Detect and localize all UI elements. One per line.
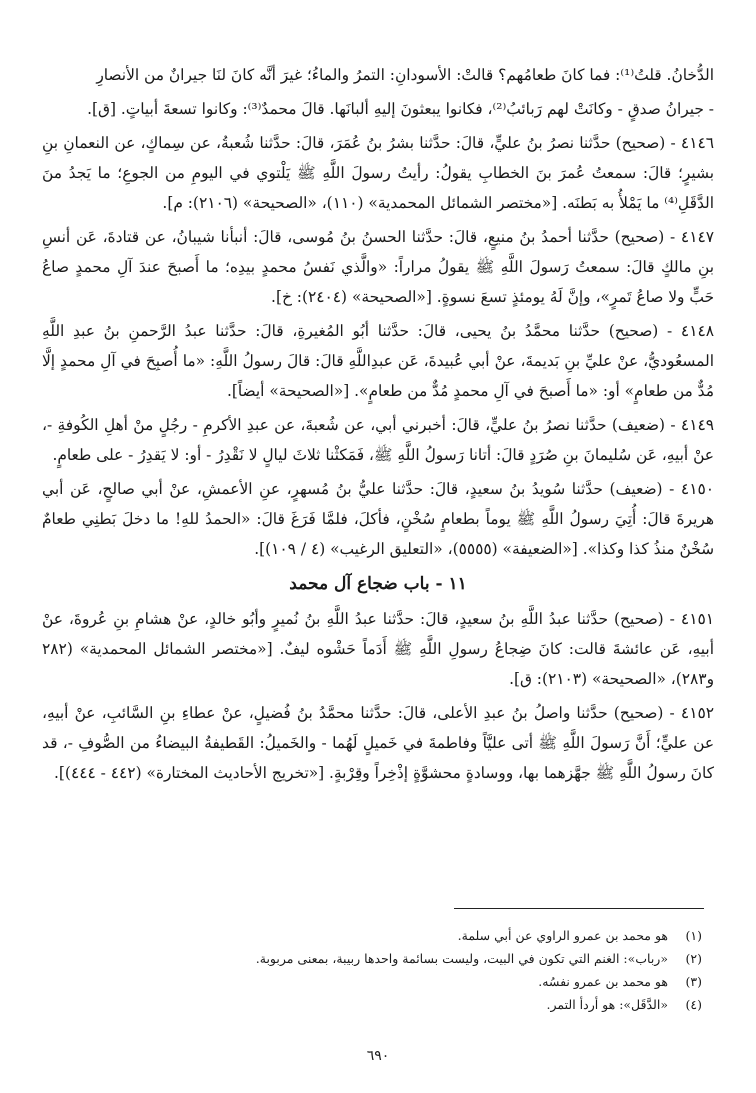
footnote-text: هو محمد بن عمرو الراوي عن أبي سلمة. xyxy=(457,928,668,943)
hadith-4150: ٤١٥٠ - (ضعيف) حدَّثنا سُويدُ بنُ سعيدٍ، قالَ: حدَّثنا عليُّ بنُ مُسهرٍ، عنِ الأعمشِ، عنْ أبي صالحٍ، عَن أبي هريرةَ قالَ: أُتِيَ رسولُ اللَّهِ ﷺ يوماً بطعامٍ سُخْنٍ، فأكلَ، فلمَّا فَرَغَ قالَ: «الحمدُ للهِ! ما دخلَ بَطنِي طعامٌ سُخْنٌ منذُ كذا وكذا». [«الضعيفة» (٥٥٥٥)، «التعليق الرغيب» (٤ / ١٠٩)]. xyxy=(42,480,714,558)
chapter-heading: ١١ - باب ضجاع آل محمد xyxy=(289,574,467,594)
footnote-text: هو محمد بن عمرو نفسُه. xyxy=(538,974,668,989)
footnotes xyxy=(42,924,702,1016)
footnote-number: (٢) xyxy=(685,951,702,966)
page-body xyxy=(42,60,714,792)
hadith-4146: ٤١٤٦ - (صحيح) حدَّثنا نصرُ بنُ عليٍّ، قالَ: حدَّثنا بشرُ بنُ عُمَرَ، قالَ: حدَّثنا شُعبةُ، عن سِماكٍ، عن النعمانِ بنِ بشيرٍ؛ قالَ: سمعتُ عُمرَ بنَ الخطابِ يقولُ: رأيتُ رسولَ اللَّهِ ﷺ يَلْتوي في اليومِ من الجوعِ؛ ما يَجدُ منَ الدَّقَلِ⁽⁴⁾ ما يَمْلأُ به بَطنَه. [«مختصر الشمائل المحمدية» (١١٠)، «الصحيحة» (٢١٠٦): م]. xyxy=(42,134,714,212)
continuation-line-2: - جيرانُ صدقٍ - وكانَتْ لهم رَبائبُ⁽²⁾، فكانوا يبعثونَ إليهِ ألبانَها. قالَ محمدٌ⁽³⁾: وكانوا تسعةَ أبياتٍ. [ق]. xyxy=(87,100,714,118)
footnote-number: (٣) xyxy=(685,974,702,989)
footnote-number: (١) xyxy=(685,928,702,943)
hadith-4151: ٤١٥١ - (صحيح) حدَّثنا عبدُ اللَّهِ بنُ سعيدٍ، قالَ: حدَّثنا عبدُ اللَّهِ بنُ نُميرٍ وأبُو خالدٍ، عنْ هشامِ بنِ عُروةَ، عنْ أبيهِ، عَن عائشةَ قالت: كانَ ضِجاعُ رسولِ اللَّهِ ﷺ أَدَماً حَشْوه ليفٌ. [«مختصر الشمائل المحمدية» (٢٨٢ و٢٨٣)، «الصحيحة» (٢١٠٣): ق]. xyxy=(42,610,714,688)
hadith-4147: ٤١٤٧ - (صحيح) حدَّثنا أحمدُ بنُ منيعٍ، قالَ: حدَّثنا الحسنُ بنُ مُوسى، قالَ: أنبأنا شيبانُ، عن قتادةَ، عَن أنسِ بنِ مالكٍ قالَ: سمعتُ رَسولَ اللَّهِ ﷺ يقولُ مراراً: «والَّذي نَفسُ محمدٍ بيدِه؛ ما أَصبحَ عندَ آلِ محمدٍ صاعُ حَبٍّ ولا صاعُ تَمرٍ»، وإنَّ لَهُ يومئذٍ تسعَ نسوةٍ. [«الصحيحة» (٢٤٠٤): خ]. xyxy=(42,228,714,306)
footnote-text: «رباب»: الغنم التي تكون في البيت، وليست بسائمة واحدها ربيبة، بمعنى مربوبة. xyxy=(255,951,668,966)
hadith-4149: ٤١٤٩ - (ضعيف) حدَّثنا نصرُ بنُ عليٍّ، قالَ: أخبرني أبي، عن شُعبةَ، عن عبدِ الأكرمِ - رجُلٍ منْ أهلِ الكُوفةِ -، عنْ أبيهِ، عَن سُليمانَ بنِ صُرَدٍ قالَ: أتانا رَسولُ اللَّهِ ﷺ، فَمَكثْنا ثلاثَ ليالٍ لا نَقْدِرُ - أو: لا يَقدِرُ - على طعامٍ. xyxy=(42,416,714,464)
hadith-4148: ٤١٤٨ - (صحيح) حدَّثنا محمَّدُ بنُ يحيى، قالَ: حدَّثنا أبُو المُغيرةِ، قالَ: حدَّثنا عبدُ الرَّحمنِ بنُ عبدِ اللَّهِ المسعُوديُّ، عنْ عليِّ بنِ بَديمةَ، عنْ أبي عُبيدةَ، عَن عبدِاللَّهِ قالَ: قالَ رسولُ اللَّهِ: «ما أُصبِحَ في آلِ محمدٍ إلَّا مُدٌّ من طعامٍ» أو: «ما أَصبحَ في آلِ محمدٍ مُدٌّ من طعامٍ». [«الصحيحة» أيضاً]. xyxy=(42,322,714,400)
footnote-text: «الدَّقَل»: هو أردأ التمر. xyxy=(546,997,668,1012)
footnote-2 xyxy=(42,947,702,970)
footnote-1 xyxy=(42,924,702,947)
footnote-3 xyxy=(42,970,702,993)
footnote-separator xyxy=(454,908,704,909)
page-number: ٦٩٠ xyxy=(366,1048,390,1064)
hadith-4152: ٤١٥٢ - (صحيح) حدَّثنا واصلُ بنُ عبدِ الأعلى، قالَ: حدَّثنا محمَّدُ بنُ فُضيلٍ، عنْ عطاءِ بنِ السَّائبِ، عنْ أبيهِ، عن عليٍّ؛ أَنَّ رَسولَ اللَّهِ ﷺ أتى عليَّاً وفاطمةَ في خَميلٍ لَهُما - والخَميلُ: القَطيفةُ البيضاءُ من الصُّوفِ -، قد كانَ رسولُ اللَّهِ ﷺ جهَّزهما بها، ووسادةٍ محشوَّةٍ إذْخِراً وقِرْبةٍ. [«تخريج الأحاديث المختارة» (٤٤٢ - ٤٤٤)]. xyxy=(42,704,714,782)
footnote-4 xyxy=(42,993,702,1016)
continuation-line-1: الدُّخانُ. قلتُ⁽¹⁾: فما كانَ طعامُهم؟ قالتْ: الأسودانِ: التمرُ والماءُ؛ غيرَ أنَّه كانَ لنَا جيرانٌ من الأنصارِ xyxy=(96,66,714,84)
footnote-number: (٤) xyxy=(685,997,702,1012)
